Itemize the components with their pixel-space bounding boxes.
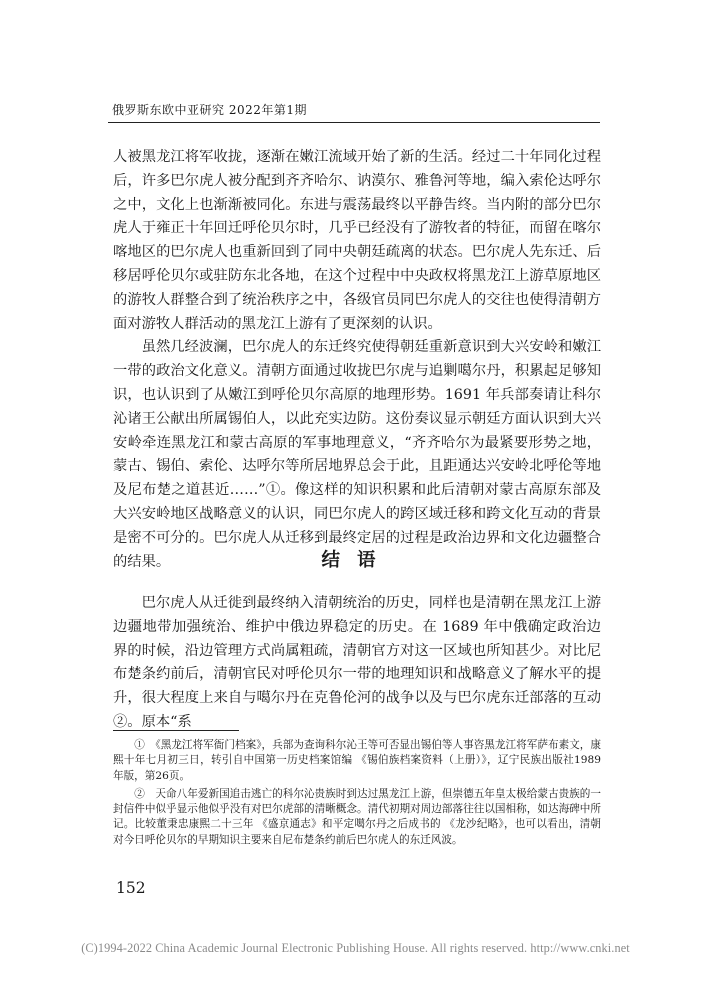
conclusion-paragraph: 巴尔虎人从迁徙到最终纳入清朝统治的历史，同样也是清朝在黑龙江上游边疆地带加强统治、维护中俄边界稳定的历史。在 1689 年中俄确定政治边界的时候，沿边管理方式尚属粗疏，清朝官方对这一区域也所知甚少。对比尼布楚条约前后，清朝官民对呼伦贝尔一带的地理知识和战略意义了解水平的提升，很大程度上来自与噶尔丹在克鲁伦河的战争以及与巴尔虎东迁部落的互动②。原本“系 [113,595,601,730]
copyright-notice: (C)1994-2022 China Academic Journal Electronic Publishing House. All rights reserved. http://www.cnki.net [81,941,630,955]
footnote-2: ② 天命八年爱新国追击逃亡的科尔沁贵族时到达过黑龙江上游，但崇德五年皇太极给蒙古贵族的一封信件中似乎显示他似乎没有对巴尔虎部的清晰概念。清代初期对周边部落往往以国相称，如达海碑中所记。比较董秉忠康熙二十三年 《盛京通志》和平定噶尔丹之后成书的 《龙沙纪略》，也可以看出，清朝对今日呼伦贝尔的早期知识主要来自尼布楚条约前后巴尔虎人的东迁风波。 [113,787,601,846]
body-paragraph-2: 虽然几经波澜，巴尔虎人的东迁终究使得朝廷重新意识到大兴安岭和嫩江一带的政治文化意义。清朝方面通过收拢巴尔虎与追剿噶尔丹，积累起足够知识，也认识到了从嫩江到呼伦贝尔高原的地理形势。1691 年兵部奏请让科尔沁诸王公献出所属锡伯人，以此充实边防。这份奏议显示朝廷方面认识到大兴安岭牵连黑龙江和蒙古高原的军事地理意义，“齐齐哈尔为最紧要形势之地，蒙古、锡伯、索伦、达呼尔等所居地界总会于此，且距通达兴安岭北呼伦等地及尼布楚之道甚近……”①。像这样的知识积累和此后清朝对蒙古高原东部及大兴安岭地区战略意义的认识，同巴尔虎人的跨区域迁移和跨文化互动的背景是密不可分的。巴尔虎人从迁移到最终定居的过程是政治边界和文化边疆整合的结果。 [113,339,601,570]
body-paragraph-1: 人被黑龙江将军收拢，逐渐在嫩江流域开始了新的生活。经过二十年同化过程后，许多巴尔虎人被分配到齐齐哈尔、讷漠尔、雅鲁河等地，编入索伦达呼尔之中，文化上也渐渐被同化。东进与震荡最终以平静告终。当内附的部分巴尔虎人于雍正十年回迁呼伦贝尔时，几乎已经没有了游牧者的特征，而留在喀尔喀地区的巴尔虎人也重新回到了同中央朝廷疏离的状态。巴尔虎人先东迁、后移居呼伦贝尔或驻防东北各地，在这个过程中中央政权将黑龙江上游草原地区的游牧人群整合到了统治秩序之中，各级官员同巴尔虎人的交往也使得清朝方面对游牧人群活动的黑龙江上游有了更深刻的认识。 [113,149,601,332]
footnotes [113,738,601,851]
footnote-1: ① 《黑龙江将军衙门档案》，兵部为查询科尔沁王等可否显出锡伯等人事咨黑龙江将军萨布素文，康熙十年七月初三日，转引自中国第一历史档案馆编 《锡伯族档案资料（上册）》，辽宁民族出版社1989 年版，第26页。 [113,739,601,782]
conclusion-text [113,592,601,735]
section-heading: 结语 [321,550,393,571]
body-text [113,146,601,574]
header-rule [108,122,600,123]
running-header: 俄罗斯东欧中亚研究 2022年第1期 [112,103,307,117]
footnote-rule [113,730,239,731]
page-number: 152 [116,879,146,897]
